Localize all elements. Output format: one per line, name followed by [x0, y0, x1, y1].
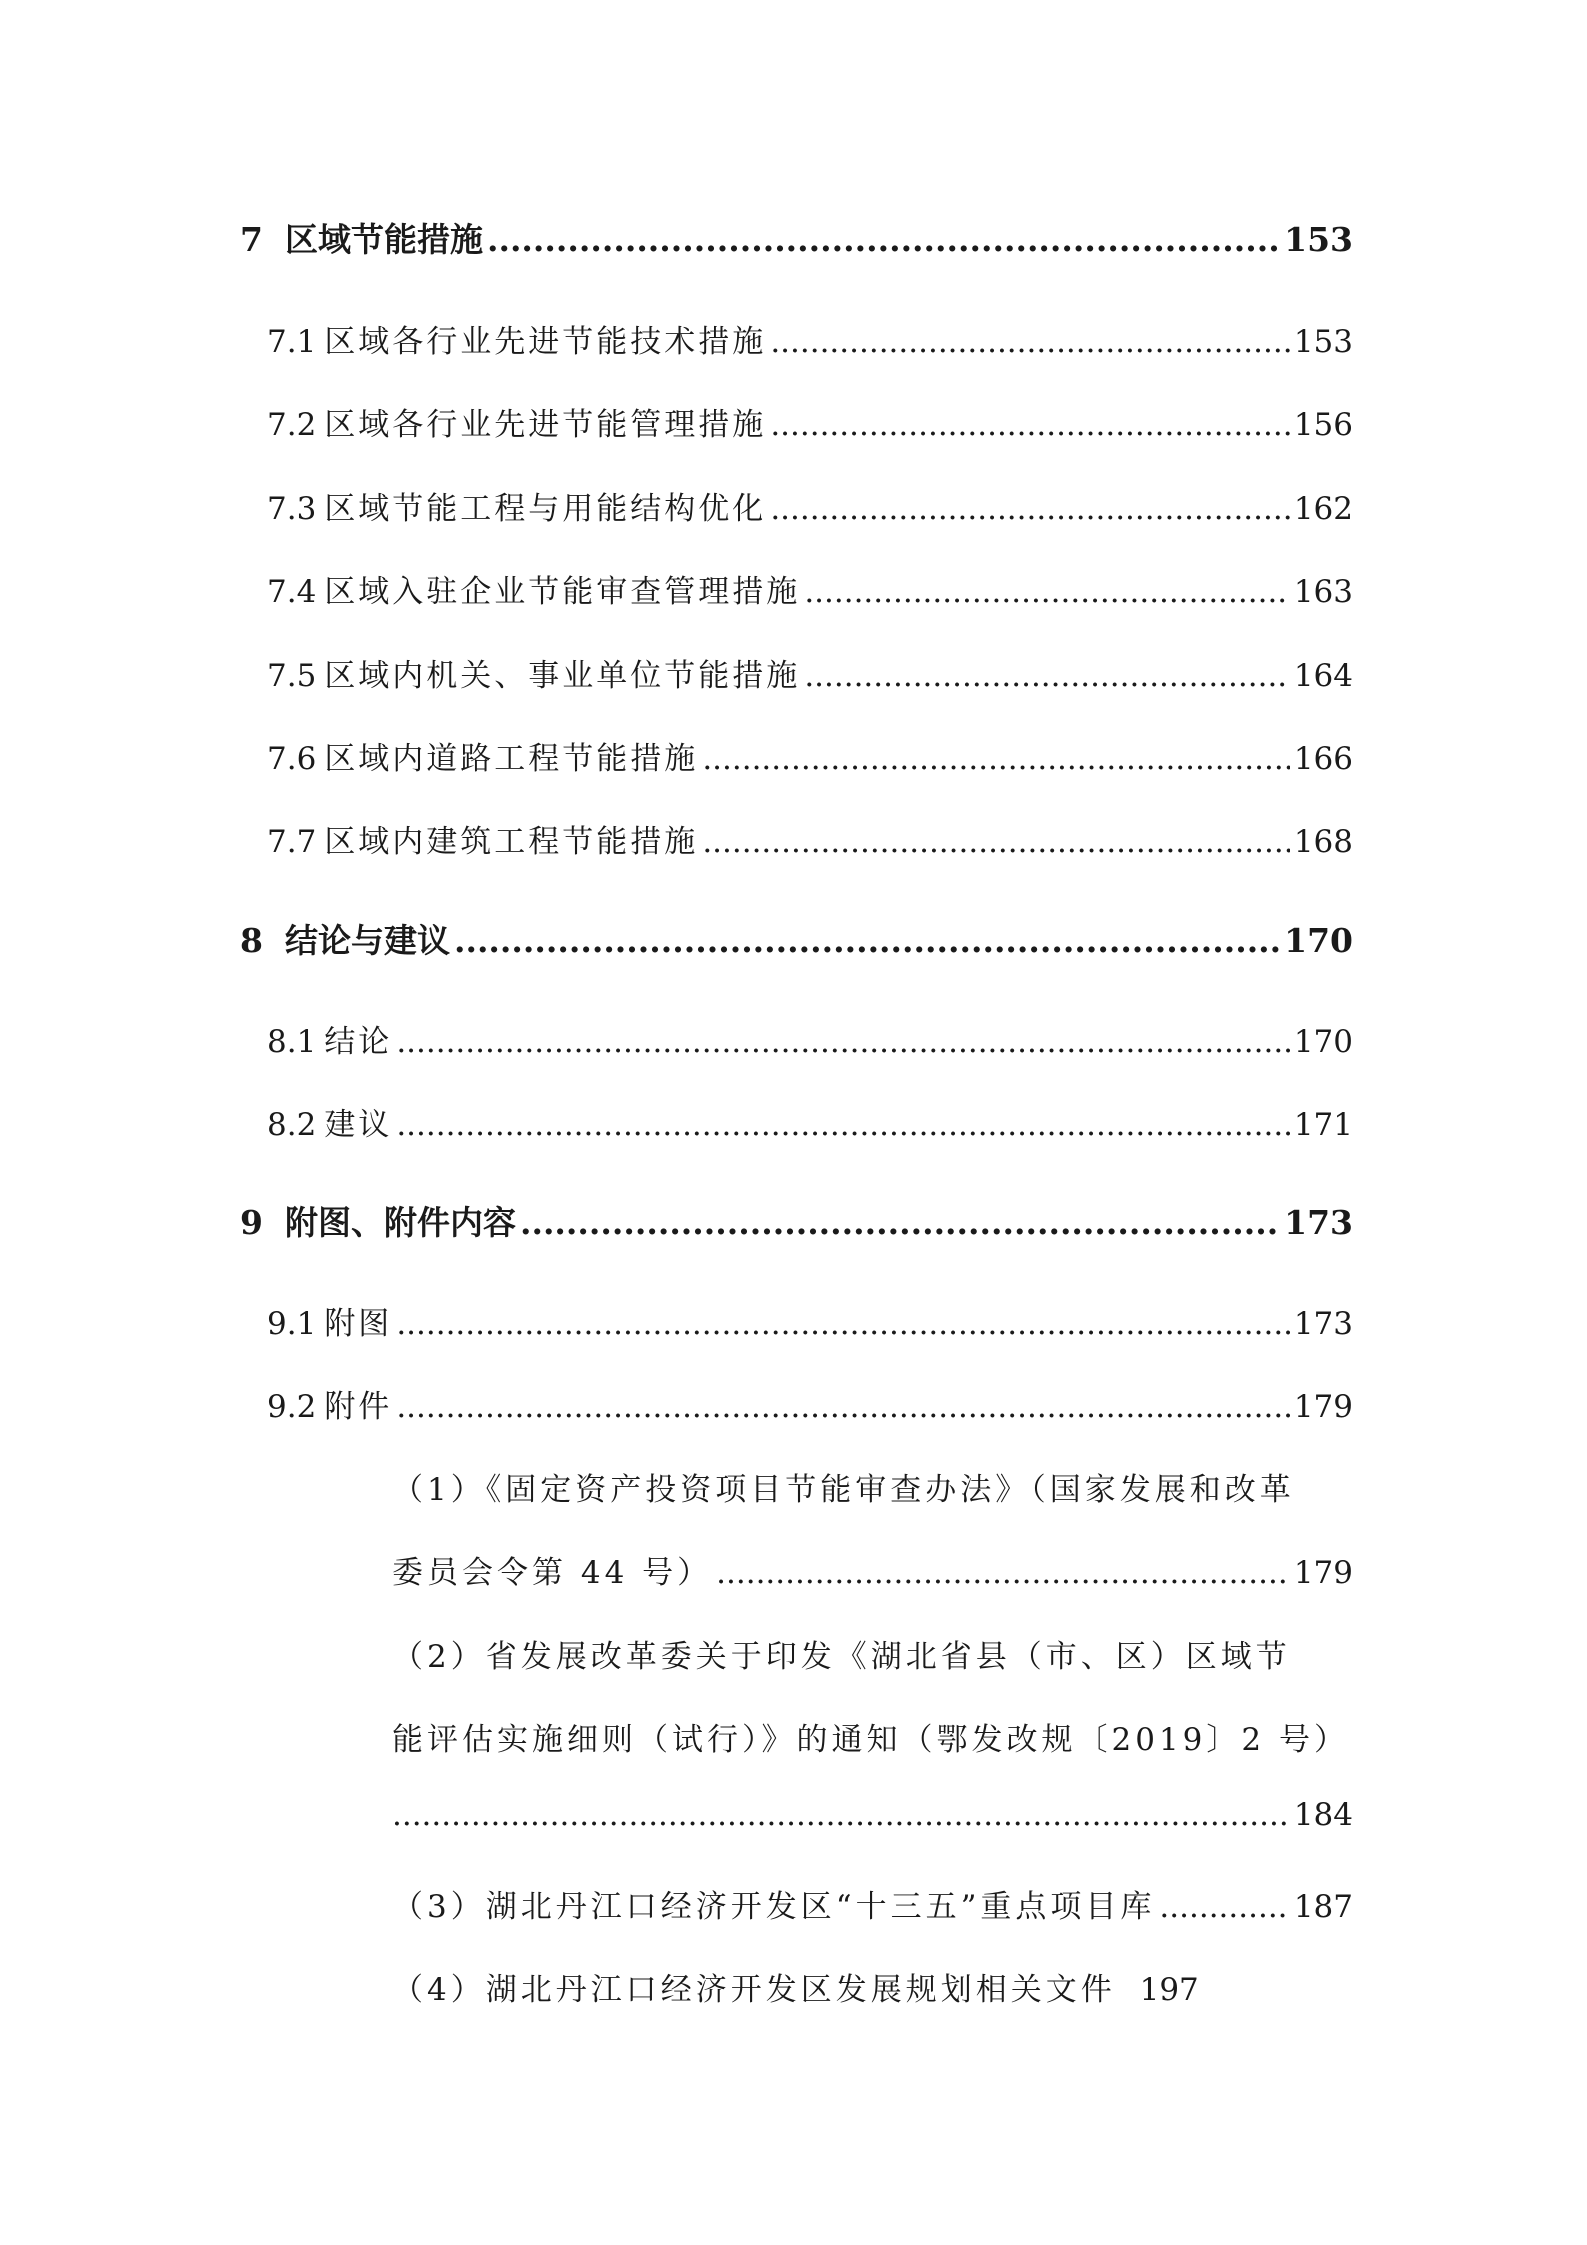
dot-leader [396, 1024, 1290, 1060]
toc-attachment-2[interactable] [392, 1797, 1353, 1833]
toc-chapter-9[interactable] [240, 1197, 1353, 1244]
toc-page-number: 179 [1293, 1555, 1353, 1591]
toc-page-number: 184 [1293, 1797, 1353, 1833]
toc-section-number: 7.4 [267, 574, 317, 610]
toc-section-number: 7.6 [267, 741, 317, 777]
toc-chapter-number: 9 [240, 1203, 263, 1242]
toc-section-number: 9.2 [267, 1389, 317, 1425]
toc-page-number: 197 [1139, 1972, 1199, 2008]
dot-leader [702, 824, 1290, 860]
dot-leader [487, 220, 1280, 259]
toc-chapter-number: 8 [240, 921, 263, 960]
toc-section-number: 7.3 [267, 491, 317, 527]
dot-leader [770, 491, 1290, 527]
toc-attachment-3[interactable] [392, 1881, 1353, 1926]
dot-leader [520, 1203, 1280, 1242]
toc-page-number: 170 [1293, 1024, 1353, 1060]
dot-leader [770, 324, 1290, 360]
toc-page-number: 153 [1293, 324, 1353, 360]
toc-page-number: 166 [1293, 741, 1353, 777]
toc-page-number: 187 [1293, 1889, 1353, 1925]
toc-section-title: 区域内道路工程节能措施 [324, 741, 699, 777]
dot-leader [396, 1306, 1290, 1342]
dot-leader [716, 1555, 1290, 1591]
dot-leader [396, 1389, 1290, 1425]
toc-section-9-1[interactable] [267, 1298, 1353, 1343]
toc-section-9-2[interactable] [267, 1381, 1353, 1426]
toc-section-number: 9.1 [267, 1306, 317, 1342]
toc-chapter-title: 附图、附件内容 [284, 1203, 516, 1242]
toc-section-title: 区域节能工程与用能结构优化 [324, 491, 767, 527]
toc-page-number: 156 [1293, 407, 1353, 443]
toc-page-number: 163 [1293, 574, 1353, 610]
toc-chapter-number: 7 [240, 220, 263, 259]
toc-chapter-7[interactable] [240, 214, 1353, 261]
toc-attachment-2-line-2[interactable]: 能评估实施细则（试行）》的通知（鄂发改规〔2019〕2 号） [392, 1722, 1349, 1758]
toc-page-number: 173 [1284, 1203, 1353, 1242]
toc-section-title: 建议 [324, 1107, 393, 1143]
toc-attachment-4[interactable] [392, 1964, 1199, 2009]
toc-section-number: 7.7 [267, 824, 317, 860]
dot-leader [396, 1107, 1290, 1143]
toc-page-number: 168 [1293, 824, 1353, 860]
toc-section-7-2[interactable] [267, 399, 1353, 444]
toc-section-8-1[interactable] [267, 1016, 1353, 1061]
toc-section-title: 区域各行业先进节能技术措施 [324, 324, 767, 360]
toc-section-title: 区域入驻企业节能审查管理措施 [324, 574, 801, 610]
dot-leader [1159, 1889, 1289, 1925]
dot-leader [392, 1797, 1290, 1833]
toc-page-number: 179 [1293, 1389, 1353, 1425]
toc-page-number: 173 [1293, 1306, 1353, 1342]
toc-chapter-8[interactable] [240, 915, 1353, 962]
toc-section-title: 结论 [324, 1024, 393, 1060]
toc-attachment-title: （4）湖北丹江口经济开发区发展规划相关文件 [392, 1972, 1116, 2008]
toc-section-title: 区域内机关、事业单位节能措施 [324, 658, 801, 694]
toc-attachment-title: 委员会令第 44 号） [392, 1555, 713, 1591]
dot-leader [770, 407, 1290, 443]
toc-section-number: 8.1 [267, 1024, 317, 1060]
toc-section-number: 8.2 [267, 1107, 317, 1143]
toc-section-8-2[interactable] [267, 1099, 1353, 1144]
toc-section-number: 7.5 [267, 658, 317, 694]
toc-section-title: 区域内建筑工程节能措施 [324, 824, 699, 860]
dot-leader [702, 741, 1290, 777]
toc-section-7-3[interactable] [267, 483, 1353, 528]
toc-attachment-2-line-1[interactable]: （2）省发展改革委关于印发《湖北省县（市、区）区域节 [392, 1639, 1291, 1675]
toc-section-number: 7.2 [267, 407, 317, 443]
toc-section-7-6[interactable] [267, 733, 1353, 778]
toc-page-number: 170 [1284, 921, 1353, 960]
toc-page-number: 164 [1293, 658, 1353, 694]
toc-section-title: 区域各行业先进节能管理措施 [324, 407, 767, 443]
dot-leader [804, 658, 1290, 694]
toc-chapter-title: 区域节能措施 [284, 220, 483, 259]
toc-chapter-title: 结论与建议 [284, 921, 450, 960]
toc-section-7-4[interactable] [267, 566, 1353, 611]
toc-section-7-7[interactable] [267, 816, 1353, 861]
toc-section-title: 附件 [324, 1389, 393, 1425]
toc-attachment-1-line-1[interactable]: （1）《固定资产投资项目节能审查办法》（国家发展和改革 [392, 1472, 1295, 1508]
toc-page-number: 153 [1284, 220, 1353, 259]
toc-attachment-1[interactable] [392, 1547, 1353, 1592]
toc-section-7-5[interactable] [267, 650, 1353, 695]
dot-leader [804, 574, 1290, 610]
dot-leader [454, 921, 1280, 960]
toc-section-7-1[interactable] [267, 316, 1353, 361]
toc-section-number: 7.1 [267, 324, 317, 360]
toc-attachment-title: （3）湖北丹江口经济开发区“十三五”重点项目库 [392, 1889, 1156, 1925]
toc-page-number: 162 [1293, 491, 1353, 527]
toc-page-number: 171 [1293, 1107, 1353, 1143]
toc-section-title: 附图 [324, 1306, 393, 1342]
